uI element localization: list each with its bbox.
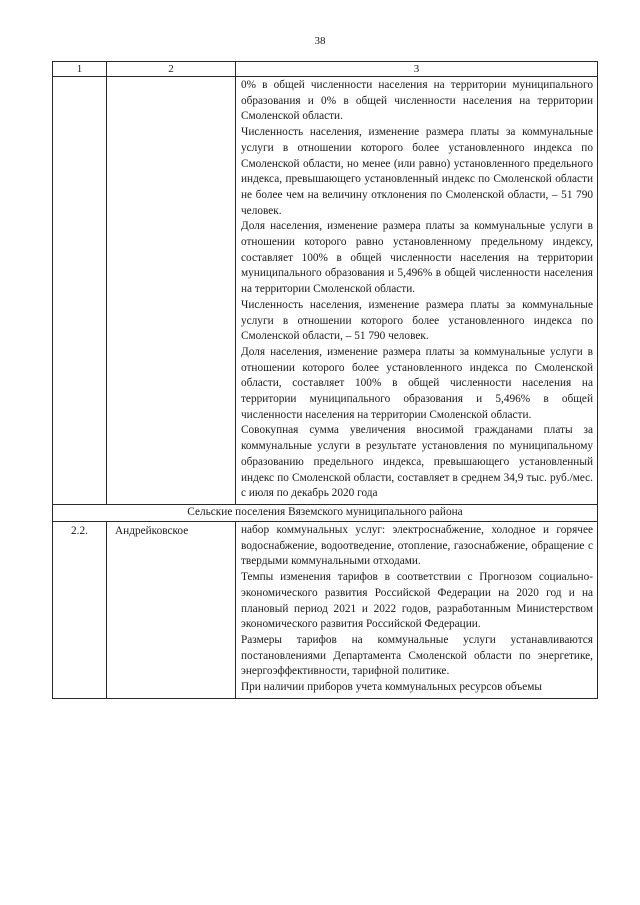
paragraph: Доля населения, изменение размера платы за коммунальные услуги в отношении которого более установленного индекса по Смоленской области, составляет 100% в общей численности населения на территории муниципального образования и 5,496% в общей численности населения на территории Смоленской области. — [241, 345, 593, 421]
column-header-3: 3 — [236, 62, 598, 77]
paragraph: Доля населения, изменение размера платы за коммунальные услуги в отношении которого равно установленному предельному индексу, составляет 100% в общей численности населения на территории муниципального образования и 5,496% в общей численности населения на территории Смоленской области. — [241, 220, 593, 296]
paragraph: Численность населения, изменение размера платы за коммунальные услуги в отношении которого более установленного индекса по Смоленской области, но менее (или равно) установленного предельного индекса, превышающего установленный индекс по Смоленской области не более чем на величину отклонения по Смоленской области, – 51 790 человек. — [241, 126, 593, 217]
table-row-continued — [53, 77, 598, 505]
paragraph: Размеры тарифов на коммунальные услуги устанавливаются постановлениями Департамента Смоленской области по энергетике, энергоэффективности, тарифной политике. — [241, 633, 593, 678]
cell-name-empty — [107, 77, 236, 505]
cell-description — [236, 77, 598, 505]
column-header-1: 1 — [53, 62, 107, 77]
section-title: Сельские поселения Вяземского муниципального района — [53, 504, 598, 521]
paragraph: Темпы изменения тарифов в соответствии с Прогнозом социально-экономического развития Российской Федерации на 2020 год и на плановый период 2021 и 2022 годов, разработанным Министерством экономического развития Российской Федерации. — [241, 571, 593, 631]
paragraph: набор коммунальных услуг: электроснабжение, холодное и горячее водоснабжение, водоотведение, отопление, газоснабжение, обращение с твердыми коммунальными отходами. — [241, 523, 593, 568]
section-header-row — [53, 504, 598, 521]
entry-number: 2.2. — [53, 521, 107, 698]
paragraph: 0% в общей численности населения на территории муниципального образования и 0% в общей численности населения на территории Смоленской области. — [241, 79, 593, 123]
page-number: 38 — [314, 35, 326, 47]
table-header-row — [53, 62, 598, 77]
paragraph: Совокупная сумма увеличения вносимой гражданами платы за коммунальные услуги в результате установления по муниципальному образованию предельного индекса, превышающего установленный индекс по Смоленской области, составляет в среднем 34,9 тыс. руб./мес. с июля по декабрь 2020 года — [241, 424, 593, 500]
cell-number-empty — [53, 77, 107, 505]
cell-description — [236, 521, 598, 698]
entry-name: Андрейковское — [107, 521, 236, 698]
document-table — [52, 61, 598, 699]
table-row-entry — [53, 521, 598, 698]
paragraph: Численность населения, изменение размера платы за коммунальные услуги в отношении которого более установленного индекса по Смоленской области, – 51 790 человек. — [241, 298, 593, 343]
paragraph-last-line: При наличии приборов учета коммунальных ресурсов объемы — [241, 681, 542, 694]
column-header-2: 2 — [107, 62, 236, 77]
